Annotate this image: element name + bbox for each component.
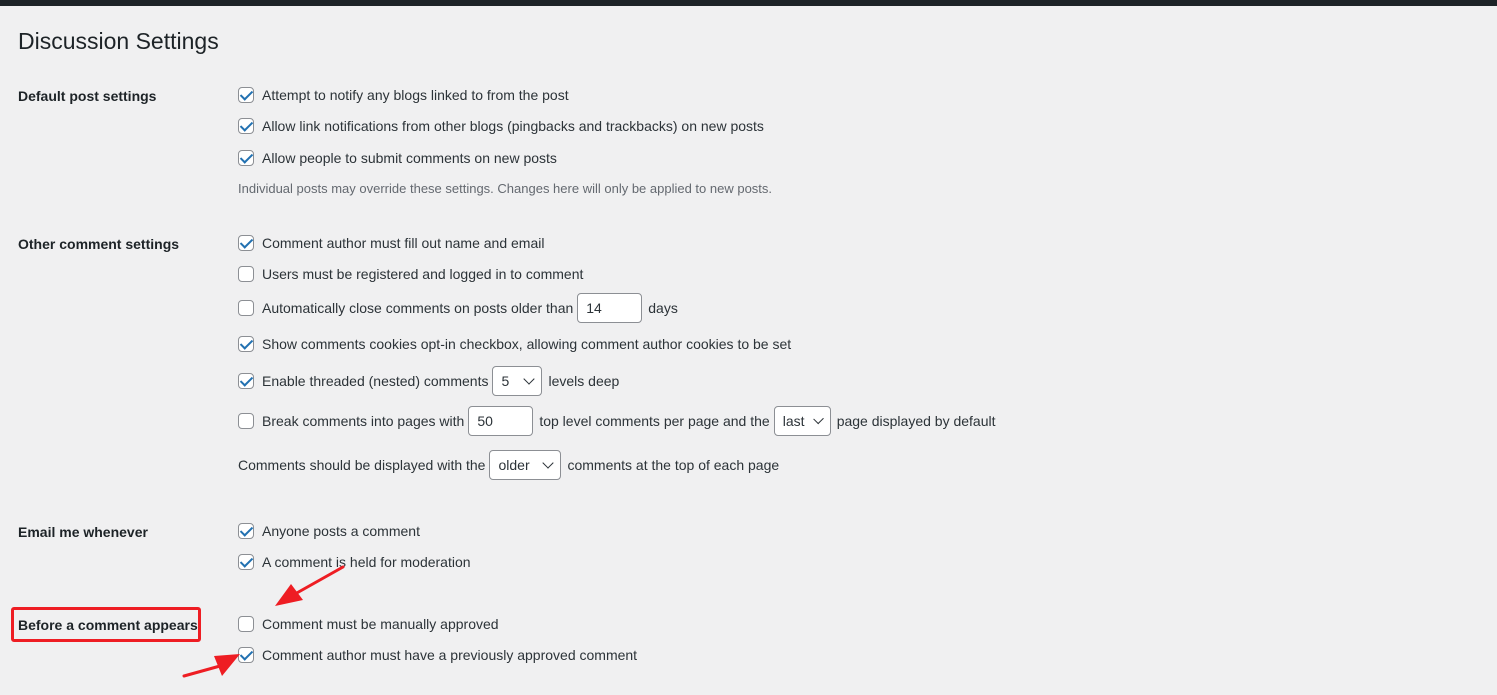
section-label-default-post: Default post settings <box>18 88 157 104</box>
option-previously-approved[interactable] <box>238 647 637 663</box>
checkbox-auto-close[interactable] <box>238 300 254 316</box>
comments-per-page-input[interactable]: 50 <box>468 406 533 436</box>
option-allow-comments[interactable] <box>238 150 557 166</box>
option-label: Comment author must fill out name and email <box>262 235 545 251</box>
checkbox-pingbacks[interactable] <box>238 118 254 134</box>
thread-depth-select[interactable] <box>492 366 542 396</box>
option-name-email[interactable] <box>238 235 544 251</box>
section-label-other-comment: Other comment settings <box>18 236 180 252</box>
option-label-middle: top level comments per page and the <box>539 413 770 429</box>
chevron-down-icon <box>543 457 554 468</box>
option-label-suffix: comments at the top of each page <box>567 457 780 473</box>
option-email-anyone-posts[interactable] <box>238 523 420 539</box>
option-label: Anyone posts a comment <box>262 523 420 539</box>
checkbox-name-email[interactable] <box>238 235 254 251</box>
section-label-before-appears: Before a comment appears <box>18 617 198 633</box>
option-label: Users must be registered and logged in to comment <box>262 266 584 282</box>
checkbox-notify-blogs[interactable] <box>238 87 254 103</box>
checkbox-email-held-moderation[interactable] <box>238 554 254 570</box>
default-page-value: last <box>782 413 805 429</box>
thread-depth-value: 5 <box>501 373 510 389</box>
option-label: Comments should be displayed with the <box>238 457 486 473</box>
option-paged[interactable] <box>238 406 996 436</box>
checkbox-threaded[interactable] <box>238 373 254 389</box>
option-threaded[interactable] <box>238 366 619 396</box>
checkbox-allow-comments[interactable] <box>238 150 254 166</box>
option-label-suffix: days <box>648 300 678 316</box>
option-order <box>238 450 779 480</box>
option-label: Allow link notifications from other blogs (pingbacks and trackbacks) on new posts <box>262 118 764 134</box>
close-days-input[interactable]: 14 <box>577 293 642 323</box>
option-label: Automatically close comments on posts older than <box>262 300 574 316</box>
option-registered[interactable] <box>238 266 583 282</box>
option-label: A comment is held for moderation <box>262 554 471 570</box>
comment-order-select[interactable] <box>489 450 561 480</box>
default-post-description: Individual posts may override these settings. Changes here will only be applied to new posts. <box>238 181 773 196</box>
option-label-suffix: levels deep <box>548 373 620 389</box>
option-label: Allow people to submit comments on new posts <box>262 150 557 166</box>
section-label-email: Email me whenever <box>18 524 148 540</box>
option-label: Comment author must have a previously approved comment <box>262 647 638 663</box>
option-label: Show comments cookies opt-in checkbox, allowing comment author cookies to be set <box>262 336 792 352</box>
checkbox-cookies[interactable] <box>238 336 254 352</box>
checkbox-email-anyone-posts[interactable] <box>238 523 254 539</box>
comment-order-value: older <box>498 457 530 473</box>
option-label: Break comments into pages with <box>262 413 465 429</box>
option-manual-approval[interactable] <box>238 616 499 632</box>
checkbox-paged[interactable] <box>238 413 254 429</box>
page-title: Discussion Settings <box>18 28 219 54</box>
admin-top-bar <box>0 0 1497 6</box>
annotation-arrow-icon <box>265 560 355 612</box>
option-pingbacks[interactable] <box>238 118 764 134</box>
chevron-down-icon <box>524 373 535 384</box>
option-label: Enable threaded (nested) comments <box>262 373 489 389</box>
option-label: Comment must be manually approved <box>262 616 499 632</box>
default-page-select[interactable] <box>774 406 831 436</box>
option-notify-blogs[interactable] <box>238 87 569 103</box>
option-cookies[interactable] <box>238 336 791 352</box>
annotation-arrow-icon <box>180 646 246 682</box>
option-auto-close[interactable] <box>238 293 678 323</box>
option-label-suffix: page displayed by default <box>836 413 996 429</box>
chevron-down-icon <box>813 414 824 425</box>
checkbox-registered[interactable] <box>238 266 254 282</box>
checkbox-manual-approval[interactable] <box>238 616 254 632</box>
option-label: Attempt to notify any blogs linked to from the post <box>262 87 569 103</box>
